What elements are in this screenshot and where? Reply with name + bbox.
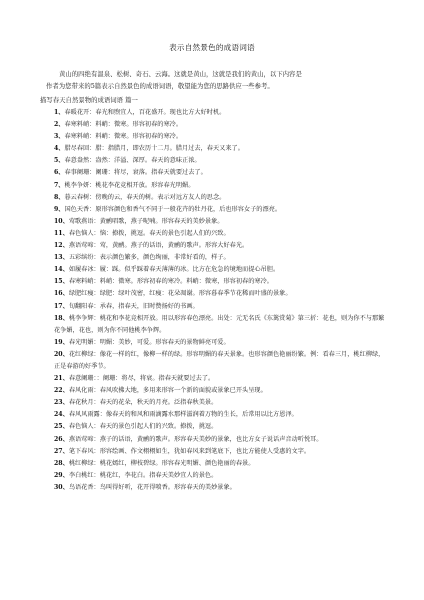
list-item-number: 26、 [54, 435, 69, 443]
intro-paragraph-line-2: 作者为您带来的5篇表示自然景色的成语词语，敬望能为您的思路供应一些参考。 [46, 82, 274, 90]
list-item-number: 12、 [54, 242, 69, 250]
list-item-number: 8、 [54, 193, 65, 201]
list-item [54, 397, 386, 409]
list-item [54, 240, 386, 252]
list-item-number: 27、 [54, 447, 69, 455]
list-item [54, 409, 386, 421]
list-item [54, 155, 386, 167]
list-item-number: 14、 [54, 266, 69, 274]
list-item-text: 春意阑珊：：阑珊：将尽，将衰。指春天就要过去了。 [68, 375, 215, 383]
list-item-number: 18、 [54, 314, 69, 322]
list-item-text: 李白桃红：桃花红，李花白。指春天美妙宜人的景色。 [68, 471, 218, 479]
list-item [54, 180, 386, 192]
list-item [54, 276, 386, 288]
list-item-number: 6、 [54, 169, 65, 177]
list-item-number: 30、 [54, 483, 69, 491]
list-item-text: 春光明媚：明媚：美妙，可爱。形容春天的景物鲜亮可爱。 [68, 338, 230, 346]
list-item-text: 燕语莺啼：莺，黄鹂。燕子的话语，黄鹂的歌声。形容大好春光。 [68, 242, 249, 250]
list-item-text: 暮云春树：傍晚的云，春天的树。表示对远方友人的思念。 [64, 193, 226, 201]
list-item-number: 9、 [54, 205, 65, 213]
list-item-text: 春寒料峭：料峭：微寒。形容初春的寒冷。 [64, 133, 183, 141]
list-item [54, 470, 386, 482]
list-item [54, 301, 386, 313]
list-item-number: 25、 [54, 423, 69, 431]
list-item [54, 167, 386, 179]
list-item [54, 337, 386, 349]
list-item-text: 国色天香：原形容颜色和香气不同于一般花卉的牡丹花，后也形容女子的漂亮。 [64, 205, 282, 213]
list-item-text: 春暖花开：春光和煦宜人，百花盛开。现也比方大好时机。 [64, 109, 226, 116]
list-item-number: 15、 [54, 278, 69, 286]
list-item-text: 桃李争妍：桃花李花竞相开放。形容春光明媚。 [64, 181, 195, 189]
list-item [54, 204, 386, 216]
intro-paragraph-line-1: 黄山的四绝有温泉、松树、奇石、云海。这就是黄山，这就是我们的黄山，以下内容是 [59, 70, 302, 78]
list-item-text: 腊尽春回：腊：指腊月，即农历十二月。腊月过去，春天又来了。 [64, 145, 244, 153]
list-item [54, 313, 386, 337]
list-item-number: 10、 [54, 217, 69, 225]
list-item-text: 桃李争辉：桃花和李花竞相开放。用以形容春色漂亮。出处：元无名氏《东篱赏菊》第三折：花也，则为你不与那繁花争媚，花也，则为你不同他桃李争辉。 [54, 314, 385, 334]
list-item-text: 春寒料峭：料峭：微寒。形容初春的寒冷。料峭：微寒，形容初春的寒冷。 [68, 278, 273, 286]
list-item [54, 482, 386, 494]
list-item [54, 228, 386, 240]
list-item-number: 23、 [54, 399, 69, 407]
list-item [54, 434, 386, 446]
list-item-number: 3、 [54, 133, 65, 141]
list-item [54, 119, 386, 131]
list-item [54, 143, 386, 155]
list-item-text: 春色恼人：春天的景色引起人们的兴致。撩拨，挑逗。 [68, 423, 218, 431]
list-item-number: 7、 [54, 181, 65, 189]
list-item [54, 107, 386, 119]
list-item [54, 252, 386, 264]
list-item [54, 264, 386, 276]
section-heading: 描写春天自然景物的成语词语 篇一 [40, 96, 138, 104]
list-item-number: 13、 [54, 254, 69, 262]
list-item-text: 莺歌燕语：黄鹂唱歌，燕子呢喃。形容春天的美妙景象。 [68, 217, 224, 225]
list-item [54, 131, 386, 143]
list-item-number: 17、 [54, 302, 69, 310]
list-item-number: 1、 [54, 109, 65, 116]
list-item-text: 春色恼人：恼：撩拨，挑逗。春天的景色引起人们的兴致。 [68, 229, 230, 237]
list-item [54, 288, 386, 300]
list-item-number: 20、 [54, 350, 69, 358]
list-item-text: 春事阑珊：阑珊：将尽，衰落。指春天就要过去了。 [64, 169, 207, 177]
list-item-text: 桃红柳绿：桃花嫣红，柳枝碧绿。形容春光明媚、颜色艳丽的春景。 [68, 459, 255, 467]
list-item-number: 22、 [54, 387, 69, 395]
document-title: 表示自然景色的成语词语 [169, 43, 255, 52]
list-item-number: 28、 [54, 459, 69, 467]
list-item-number: 24、 [54, 411, 69, 419]
list-item-number: 16、 [54, 290, 69, 298]
list-item [54, 458, 386, 470]
list-item-number: 19、 [54, 338, 69, 346]
list-item-text: 春寒料峭：料峭：微寒。形容初春的寒冷。 [64, 121, 183, 129]
list-item-number: 4、 [54, 145, 65, 153]
list-item-text: 春风风雨露：像春天的和风和雨滴露水那样滋润着万物的生长，后常用以比方恩泽。 [68, 411, 298, 419]
list-item-number: 11、 [54, 229, 69, 237]
list-item-text: 笔下春风：形容绘画、作文栩栩如生，犹如春风来到笔底下，也比方能使人受惠的文字。 [68, 447, 311, 455]
list-item [54, 216, 386, 228]
list-item [54, 192, 386, 204]
list-item-text: 鸟语花香：鸟叫得好听，花开得喷香。形容春天的美妙景象。 [68, 483, 236, 491]
list-item-text: 五彩缤纷：表示颜色繁多，颜色绚丽，非常好看的，样子。 [68, 254, 230, 262]
list-item-text: 春花秋月：春天的花朵，秋天的月亮。泛指春秋美景。 [68, 399, 218, 407]
list-item [54, 349, 386, 373]
list-item-text: 春风化雨：春风吹拂大地，多用来形容一个新的面貌或景象已开头呈现。 [68, 387, 267, 395]
list-item-text: 旬翻阳春：承春，指春天，旧时赞扬好的书画。 [68, 302, 199, 310]
list-item [54, 385, 386, 397]
list-item-number: 5、 [54, 157, 65, 165]
list-item-number: 2、 [54, 121, 65, 129]
list-item [54, 373, 386, 385]
list-item [54, 446, 386, 458]
list-item-text: 绿肥红瘦：绿肥：绿叶茂密，红瘦：花朵凋谢。形容暮春季节花稀而叶盛的景象。 [68, 290, 292, 298]
list-item-text: 如履春冰：履：踩。似乎踩着春天薄薄的冰。比方在危急的境地而提心吊胆。 [68, 266, 280, 274]
list-item-text: 春意盎然：盎然：洋溢、深厚。春天的意味正浓。 [64, 157, 201, 165]
idiom-list [0, 107, 424, 494]
list-item-text: 花红柳绿：像花一样的红，像柳一样的绿。形容明媚的春天景象。也形容颜色艳丽纷繁。例：看春三月，桃红柳绿，正是春游的好季节。 [54, 350, 385, 370]
list-item-text: 燕语莺啼：燕子的话语，黄鹂的歌声。形容春天美妙的景象，也比方女子说话声音动听悦耳。 [68, 435, 323, 443]
list-item [54, 421, 386, 433]
list-item-number: 21、 [54, 375, 69, 383]
list-item-number: 29、 [54, 471, 69, 479]
